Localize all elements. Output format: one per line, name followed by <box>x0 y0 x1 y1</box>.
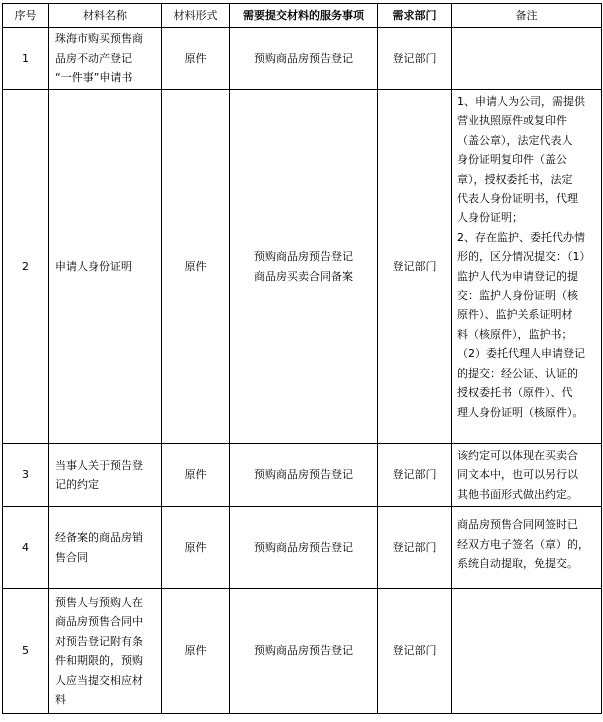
materials-table <box>2 3 602 714</box>
header-note: 备注 <box>452 4 602 28</box>
row-service: 预购商品房预告登记 <box>230 589 378 714</box>
row-note <box>452 28 602 90</box>
table-row <box>3 444 602 507</box>
row-note: 1、申请人为公司，需提供 营业执照原件或复印件 （盖公章），法定代表人 身份证明复印件（盖公 章），授权委托书，法定 代表人身份证明书，代理 人身份证明； 2、存在监护、委托代办情 形的，区分情况提交：（1） 监护人代为申请登记的提 交：监护人身份证明（核 原件）、监护关系证明材 料（核原件），监护书； （2）委托代理人申请登记 的提交：经公证、认证的 授权委托书（原件）、代 理人身份证明（核原件）。 <box>452 90 602 444</box>
row-no: 5 <box>3 589 49 714</box>
row-material-name: 申请人身份证明 <box>49 90 162 444</box>
row-no: 4 <box>3 507 49 589</box>
header-name: 材料名称 <box>49 4 162 28</box>
table-row <box>3 28 602 90</box>
row-service: 预购商品房预告登记 <box>230 507 378 589</box>
header-form: 材料形式 <box>162 4 230 28</box>
row-no: 1 <box>3 28 49 90</box>
row-no: 3 <box>3 444 49 507</box>
row-service: 预购商品房预告登记 <box>230 444 378 507</box>
row-form: 原件 <box>162 507 230 589</box>
row-no: 2 <box>3 90 49 444</box>
header-row <box>3 4 602 28</box>
row-material-name: 珠海市购买预售商 品房不动产登记 “一件事”申请书 <box>49 28 162 90</box>
row-note: 商品房预售合同网签时已 经双方电子签名（章）的， 系统自动提取，免提交。 <box>452 507 602 589</box>
header-dept: 需求部门 <box>378 4 452 28</box>
header-service: 需要提交材料的服务事项 <box>230 4 378 28</box>
row-service: 预购商品房预告登记 商品房买卖合同备案 <box>230 90 378 444</box>
row-material-name: 当事人关于预告登 记的约定 <box>49 444 162 507</box>
row-dept: 登记部门 <box>378 90 452 444</box>
row-material-name: 经备案的商品房销 售合同 <box>49 507 162 589</box>
row-form: 原件 <box>162 90 230 444</box>
row-form: 原件 <box>162 444 230 507</box>
row-form: 原件 <box>162 589 230 714</box>
table-row <box>3 507 602 589</box>
row-dept: 登记部门 <box>378 28 452 90</box>
row-service: 预购商品房预告登记 <box>230 28 378 90</box>
row-note <box>452 589 602 714</box>
row-material-name: 预售人与预购人在 商品房预售合同中 对预告登记附有条 件和期限的，预购 人应当提交相应材 料 <box>49 589 162 714</box>
table-row <box>3 589 602 714</box>
row-dept: 登记部门 <box>378 507 452 589</box>
row-note: 该约定可以体现在买卖合 同文本中，也可以另行以 其他书面形式做出约定。 <box>452 444 602 507</box>
header-no: 序号 <box>3 4 49 28</box>
table-row <box>3 90 602 444</box>
row-form: 原件 <box>162 28 230 90</box>
row-dept: 登记部门 <box>378 589 452 714</box>
row-dept: 登记部门 <box>378 444 452 507</box>
